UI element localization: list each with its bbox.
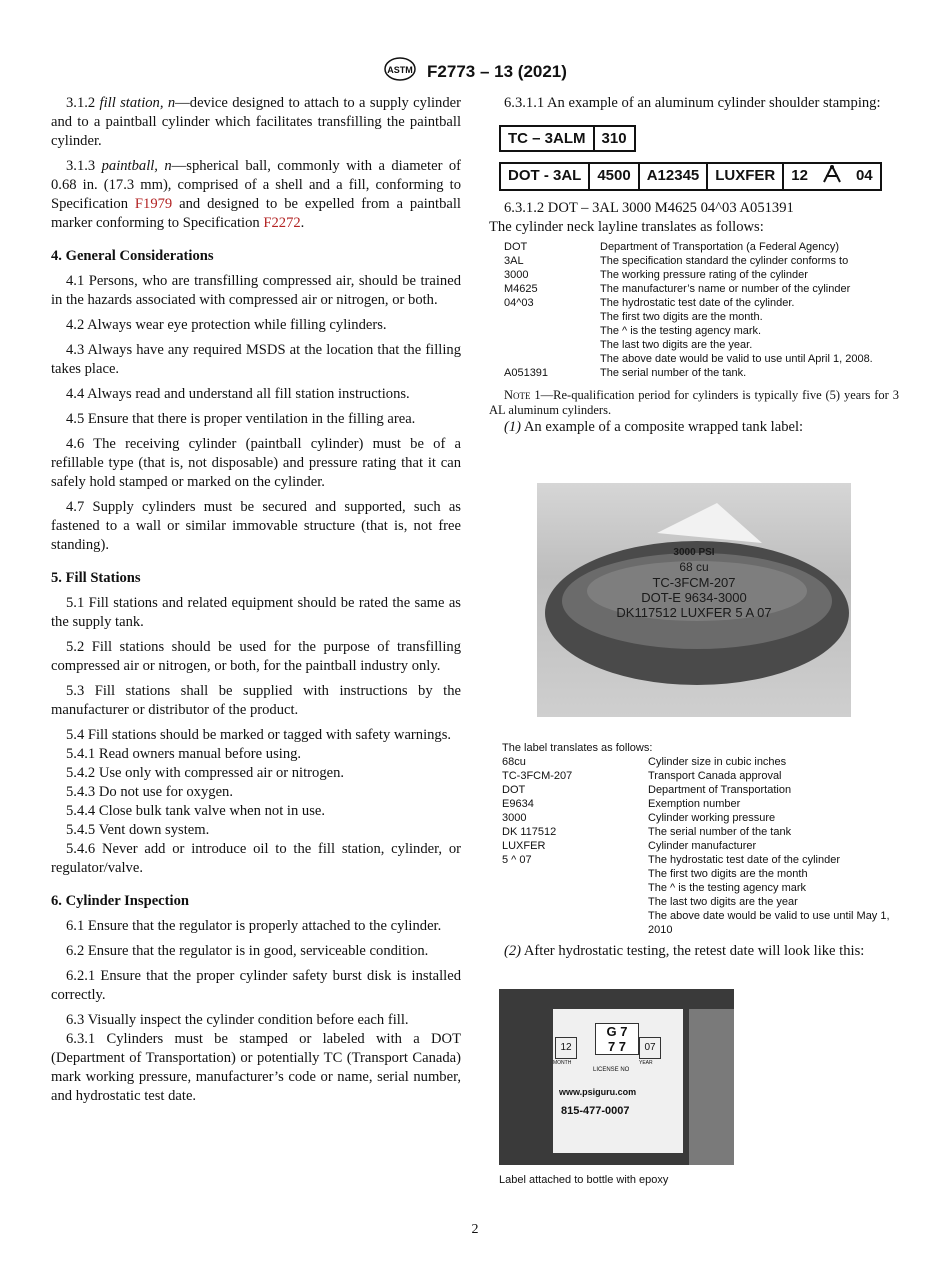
layline-code: DOT	[504, 241, 528, 253]
layline-meaning: The specification standard the cylinder conforms to	[600, 255, 849, 267]
para-4-1: 4.1 Persons, who are transfilling compressed air, should be trained in the hazards associated with compressed air or nitrogen, or both.	[51, 273, 461, 308]
layline-meaning: The hydrostatic test date of the cylinder.	[600, 297, 795, 309]
label-row	[502, 797, 902, 811]
label-row	[502, 769, 902, 783]
para-6-2-1: 6.2.1 Ensure that the proper cylinder safety burst disk is installed correctly.	[51, 968, 461, 1003]
layline-row	[504, 240, 894, 254]
layline-row	[504, 282, 894, 296]
label-meaning: Transport Canada approval	[648, 770, 782, 782]
para-5-4-6: 5.4.6 Never add or introduce oil to the fill station, cylinder, or regulator/valve.	[51, 841, 461, 876]
right-column	[489, 94, 899, 437]
label-row	[502, 909, 902, 937]
para-6-2: 6.2 Ensure that the regulator is in good, serviceable condition.	[66, 943, 429, 959]
label-code: DOT	[502, 784, 526, 796]
label-meaning: The serial number of the tank	[648, 826, 792, 838]
section-4-heading: 4. General Considerations	[51, 248, 214, 264]
label-meaning: Department of Transportation	[648, 784, 792, 796]
layline-meaning: The serial number of the tank.	[600, 367, 747, 379]
composite-tank-photo	[537, 483, 851, 717]
layline-code: M4625	[504, 283, 538, 295]
layline-code: 3000	[504, 269, 529, 281]
label-meaning: The ^ is the testing agency mark	[648, 882, 807, 894]
stamp2-year: 04	[855, 167, 873, 184]
photo-caption: Label attached to bottle with epoxy	[499, 1174, 669, 1186]
label-row	[502, 895, 902, 909]
tank-label-dot: DOT-E 9634-3000	[641, 590, 747, 605]
retest-phone: 815-477-0007	[561, 1105, 630, 1117]
layline-meaning: The first two digits are the month.	[600, 311, 763, 323]
retest-code-mid: 7 7	[607, 1039, 627, 1054]
para-4-4: 4.4 Always read and understand all fill station instructions.	[66, 386, 410, 402]
para-5-4-2: 5.4.2 Use only with compressed air or nitrogen.	[66, 765, 345, 781]
label-row	[502, 881, 902, 895]
section-5-heading: 5. Fill Stations	[51, 570, 141, 586]
layline-row	[504, 352, 894, 366]
label-meaning: The above date would be valid to use until May 1, 2010	[648, 910, 890, 936]
example-2-block	[489, 942, 899, 961]
label-meaning: The first two digits are the month	[648, 868, 808, 880]
layline-row	[504, 310, 894, 324]
layline-row	[504, 268, 894, 282]
tank-label-serial: DK117512 LUXFER 5 A 07	[616, 605, 772, 620]
para-4-7: 4.7 Supply cylinders must be secured and supported, such as fastened to a wall or similar immovable structure (that is, not free standing).	[51, 499, 461, 553]
stamp-example-2	[499, 162, 899, 191]
retest-label-photo	[499, 989, 734, 1165]
label-row	[502, 839, 902, 853]
retest-month-label: MONTH	[553, 1060, 572, 1066]
label-meaning: The hydrostatic test date of the cylinder	[648, 854, 840, 866]
label-table	[502, 755, 902, 937]
label-row	[502, 811, 902, 825]
layline-meaning: The manufacturer’s name or number of the cylinder	[600, 283, 851, 295]
retest-code-top: G 7	[606, 1024, 628, 1039]
svg-text:ASTM: ASTM	[387, 65, 413, 75]
layline-table	[504, 240, 894, 380]
layline-row	[504, 254, 894, 268]
left-column	[51, 94, 461, 1106]
label-meaning: Cylinder working pressure	[648, 812, 776, 824]
inspector-mark-icon	[815, 164, 849, 189]
label-code: 3000	[502, 812, 527, 824]
retest-site: www.psiguru.com	[559, 1087, 637, 1097]
para-5-4: 5.4 Fill stations should be marked or tagged with safety warnings.	[66, 727, 452, 743]
layline-code	[504, 324, 600, 338]
retest-license-label: LICENSE NO	[593, 1067, 630, 1073]
page-number: 2	[471, 1222, 479, 1237]
layline-code	[504, 352, 600, 366]
stamp1-spec: TC – 3ALM	[501, 127, 595, 150]
stamp2-spec: DOT - 3AL	[501, 164, 590, 189]
para-5-1: 5.1 Fill stations and related equipment should be rated the same as the supply tank.	[51, 595, 461, 630]
astm-logo-icon	[383, 56, 417, 87]
section-6-heading: 6. Cylinder Inspection	[51, 893, 189, 909]
para-4-6: 4.6 The receiving cylinder (paintball cylinder) must be of a refillable type (that is, not disposable) and pressure rating that it can safely hold stamped or marked on the cylinder.	[51, 436, 461, 490]
layline-meaning: The ^ is the testing agency mark.	[600, 325, 762, 337]
label-meaning: Exemption number	[648, 798, 741, 810]
label-code: TC-3FCM-207	[502, 770, 573, 782]
para-5-4-3: 5.4.3 Do not use for oxygen.	[66, 784, 233, 800]
label-row	[502, 755, 902, 769]
link-f1979[interactable]: F1979	[134, 196, 173, 212]
stamp-example-1	[499, 125, 899, 152]
tank-label-tc: TC-3FCM-207	[652, 575, 736, 590]
layline-meaning: The last two digits are the year.	[600, 339, 753, 351]
para-3-1-3: 3.1.3 paintball, n—spherical ball, commonly with a diameter of 0.68 in. (17.3 mm), comprised of a shell and a fill, conforming to Specification F1979 and designed to be expelled from a paintball marker conforming to Specification F2272.	[51, 158, 461, 231]
para-3-1-2: 3.1.2 fill station, n—device designed to attach to a supply cylinder and to a paintball cylinder which facilitates transfilling the paintball cylinder.	[51, 95, 461, 149]
label-row	[502, 825, 902, 839]
label-row	[502, 867, 902, 881]
para-4-3: 4.3 Always have any required MSDS at the location that the filling takes place.	[51, 342, 461, 377]
layline-row	[504, 366, 894, 380]
para-6-3-1-1: 6.3.1.1 An example of an aluminum cylinder shoulder stamping:	[504, 95, 881, 111]
layline-code	[504, 338, 600, 352]
label-code: LUXFER	[502, 840, 546, 852]
label-row	[502, 853, 902, 867]
label-intro: The label translates as follows:	[502, 742, 653, 754]
para-6-3-1: 6.3.1 Cylinders must be stamped or labeled with a DOT (Department of Transportation) or potentially TC (Transport Canada) mark working pressure, manufacturer’s code or name, serial number, and hydrostatic test date.	[51, 1031, 461, 1104]
label-code	[502, 867, 648, 881]
para-6-3: 6.3 Visually inspect the cylinder condition before each fill.	[66, 1012, 409, 1028]
layline-row	[504, 324, 894, 338]
label-code: E9634	[502, 798, 534, 810]
page-header	[0, 56, 950, 87]
label-code: DK 117512	[502, 826, 557, 838]
tank-label-cu: 68 cu	[679, 560, 709, 574]
stamp2-serial: A12345	[640, 164, 709, 189]
stamp2-maker: LUXFER	[708, 164, 784, 189]
para-4-2: 4.2 Always wear eye protection while filling cylinders.	[66, 317, 387, 333]
label-meaning: Cylinder manufacturer	[648, 840, 757, 852]
stamp2-month: 12	[791, 167, 808, 184]
layline-row	[504, 338, 894, 352]
layline-code: 3AL	[504, 255, 524, 267]
layline-meaning: Department of Transportation (a Federal Agency)	[600, 241, 840, 253]
label-code	[502, 909, 648, 937]
para-6-3-1-2: 6.3.1.2 DOT – 3AL 3000 M4625 04^03 A051391	[504, 200, 794, 216]
note-1: Note 1—Re-qualification period for cylinders is typically five (5) years for 3 AL aluminum cylinders.	[489, 388, 899, 417]
para-5-2: 5.2 Fill stations should be used for the purpose of transfilling compressed air or nitrogen, or both, for the paintball industry only.	[51, 639, 461, 674]
para-5-4-1: 5.4.1 Read owners manual before using.	[66, 746, 302, 762]
label-code	[502, 895, 648, 909]
layline-meaning: The above date would be valid to use until April 1, 2008.	[600, 353, 873, 365]
layline-meaning: The working pressure rating of the cylinder	[600, 269, 808, 281]
retest-month: 12	[555, 1037, 577, 1059]
stamp2-pressure: 4500	[590, 164, 639, 189]
layline-code	[504, 310, 600, 324]
label-translation	[502, 741, 902, 937]
example-1-intro: (1) An example of a composite wrapped tank label:	[504, 419, 804, 435]
para-5-3: 5.3 Fill stations shall be supplied with instructions by the manufacturer or distributor of the product.	[51, 683, 461, 718]
stamp1-code: 310	[601, 130, 627, 147]
label-code: 68cu	[502, 756, 526, 768]
link-f2272[interactable]: F2272	[263, 215, 301, 231]
layline-row	[504, 296, 894, 310]
para-5-4-4: 5.4.4 Close bulk tank valve when not in use.	[66, 803, 326, 819]
label-row	[502, 783, 902, 797]
retest-year-label: YEAR	[639, 1060, 653, 1066]
layline-code: 04^03	[504, 297, 534, 309]
label-meaning: Cylinder size in cubic inches	[648, 756, 787, 768]
label-code	[502, 881, 648, 895]
para-5-4-5: 5.4.5 Vent down system.	[66, 822, 210, 838]
layline-code: A051391	[504, 367, 549, 379]
label-meaning: The last two digits are the year	[648, 896, 798, 908]
example-2-intro: (2) After hydrostatic testing, the retest date will look like this:	[504, 943, 865, 959]
para-4-5: 4.5 Ensure that there is proper ventilation in the filling area.	[66, 411, 416, 427]
label-code: 5 ^ 07	[502, 854, 532, 866]
layline-intro: The cylinder neck layline translates as follows:	[489, 219, 764, 235]
document-designation: F2773 – 13 (2021)	[427, 61, 567, 81]
retest-year: 07	[639, 1037, 661, 1059]
para-6-1: 6.1 Ensure that the regulator is properly attached to the cylinder.	[66, 918, 442, 934]
tank-label-psi: 3000 PSI	[673, 547, 715, 558]
